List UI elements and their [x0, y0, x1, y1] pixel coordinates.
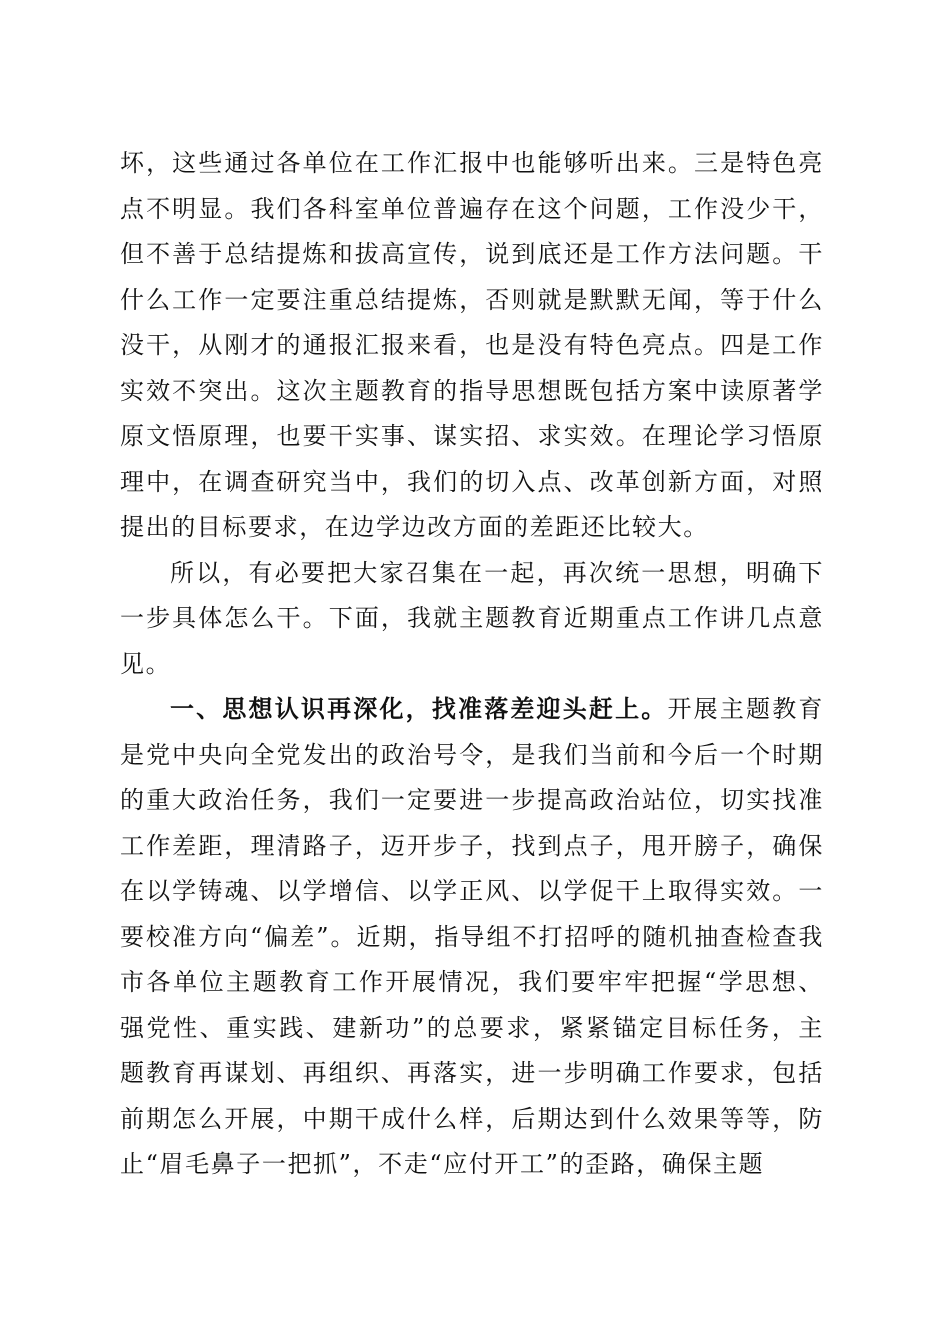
section-heading: 一、思想认识再深化，找准落差迎头赶上。	[170, 695, 668, 723]
paragraph-continued: 坏，这些通过各单位在工作汇报中也能够听出来。三是特色亮点不明显。我们各科室单位普遍存在这个问题，工作没少干，但不善于总结提炼和拔高宣传，说到底还是工作方法问题。干什么工作一定要注重总结提炼，否则就是默默无闻，等于什么没干，从刚才的通报汇报来看，也是没有特色亮点。四是工作实效不突出。这次主题教育的指导思想既包括方案中读原著学原文悟原理，也要干实事、谋实招、求实效。在理论学习悟原理中，在调查研究当中，我们的切入点、改革创新方面，对照提出的目标要求，在边学边改方面的差距还比较大。	[120, 149, 824, 541]
section-body-text: 开展主题教育是党中央向全党发出的政治号令，是我们当前和今后一个时期的重大政治任务，我们一定要进一步提高政治站位，切实找准工作差距，理清路子，迈开步子，找到点子，甩开膀子，确保在以学铸魂、以学增信、以学正风、以学促干上取得实效。一要校准方向“偏差”。近期，指导组不打招呼的随机抽查检查我市各单位主题教育工作开展情况，我们要牢牢把握“学思想、强党性、重实践、建新功”的总要求，紧紧锚定目标任务，主题教育再谋划、再组织、再落实，进一步明确工作要求，包括前期怎么开展，中期干成什么样，后期达到什么效果等等，防止“眉毛鼻子一把抓”，不走“应付开工”的歪路，确保主题	[120, 695, 824, 1178]
paragraph-summary: 所以，有必要把大家召集在一起，再次统一思想，明确下一步具体怎么干。下面，我就主题教育近期重点工作讲几点意见。	[120, 558, 824, 678]
paragraph-section-one	[120, 687, 824, 1188]
document-body	[120, 141, 824, 1188]
